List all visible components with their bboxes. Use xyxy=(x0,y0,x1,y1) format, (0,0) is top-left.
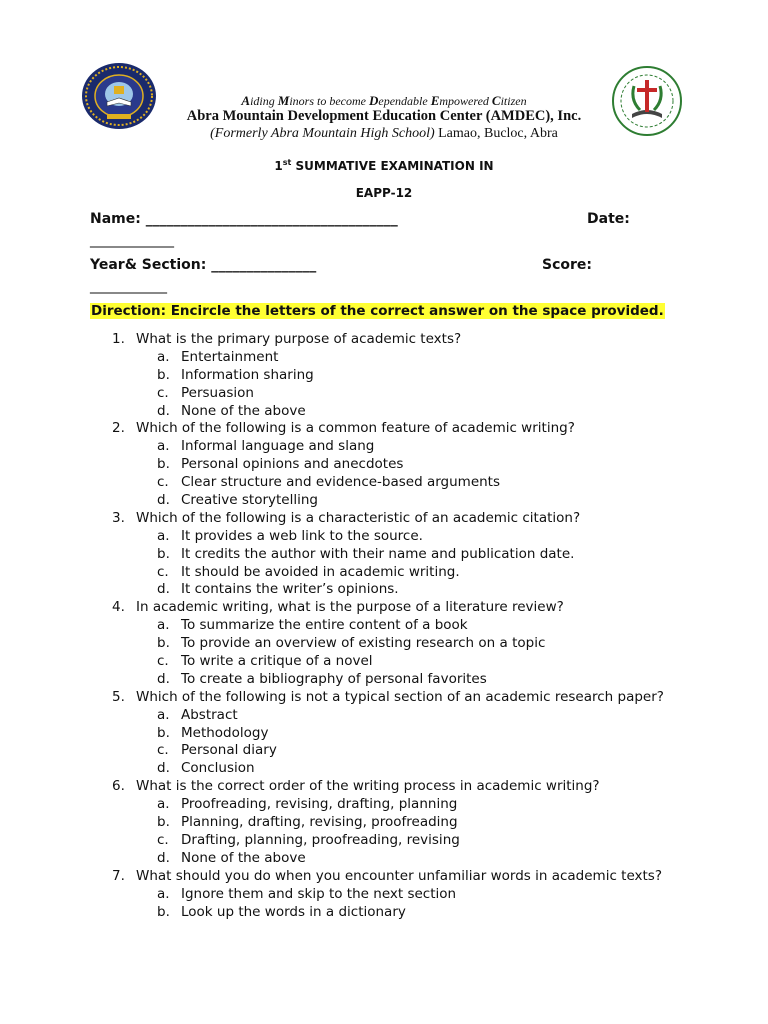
answer-option[interactable] xyxy=(0,707,768,725)
option-text: It credits the author with their name and publication date. xyxy=(181,545,575,562)
option-text: It provides a web link to the source. xyxy=(181,527,423,544)
option-text: To create a bibliography of personal favorites xyxy=(181,670,487,687)
option-letter[interactable]: d. xyxy=(157,670,170,687)
answer-option[interactable] xyxy=(0,832,768,850)
question-text: Which of the following is a common feature of academic writing? xyxy=(136,420,575,437)
option-letter[interactable]: c. xyxy=(157,653,169,670)
question-item xyxy=(0,420,768,438)
year-section-field[interactable]: Year& Section: _______________ xyxy=(90,257,317,273)
option-letter[interactable]: b. xyxy=(157,635,170,652)
option-letter[interactable]: d. xyxy=(157,849,170,866)
option-text: Drafting, planning, proofreading, revising xyxy=(181,831,460,848)
option-text: Creative storytelling xyxy=(181,492,318,509)
church-seal-right-icon xyxy=(612,66,682,136)
answer-option[interactable] xyxy=(0,725,768,743)
question-number: 2. xyxy=(112,420,125,437)
motto-word: ependable xyxy=(378,94,431,108)
question-item xyxy=(0,599,768,617)
option-letter[interactable]: c. xyxy=(157,474,169,491)
option-letter[interactable]: a. xyxy=(157,796,170,813)
option-letter[interactable]: b. xyxy=(157,545,170,562)
question-number: 1. xyxy=(112,331,125,347)
option-letter[interactable]: b. xyxy=(157,724,170,741)
option-letter[interactable]: d. xyxy=(157,581,170,598)
answer-option[interactable] xyxy=(0,564,768,582)
former-name: (Formerly Abra Mountain High School) xyxy=(210,126,435,141)
motto-initial: D xyxy=(368,93,379,108)
answer-option[interactable] xyxy=(0,742,768,760)
school-address: Lamao, Bucloc, Abra xyxy=(434,126,558,141)
exam-title-ordinal: 1 xyxy=(274,159,283,173)
answer-option[interactable] xyxy=(0,796,768,814)
motto-initial: M xyxy=(277,93,290,108)
option-text: Planning, drafting, revising, proofreading xyxy=(181,814,458,831)
option-text: None of the above xyxy=(181,402,306,419)
answer-option[interactable] xyxy=(0,438,768,456)
answer-option[interactable] xyxy=(0,581,768,599)
motto-word: inors to become xyxy=(289,94,369,108)
option-letter[interactable]: a. xyxy=(157,348,170,365)
question-text: Which of the following is not a typical section of an academic research paper? xyxy=(136,688,664,705)
motto-initial: A xyxy=(241,93,251,108)
option-letter[interactable]: c. xyxy=(157,563,169,580)
option-text: Look up the words in a dictionary xyxy=(181,903,406,920)
answer-option[interactable] xyxy=(0,492,768,510)
answer-option[interactable] xyxy=(0,367,768,385)
answer-option[interactable] xyxy=(0,403,768,421)
question-number: 6. xyxy=(112,778,125,795)
answer-option[interactable] xyxy=(0,814,768,832)
answer-option[interactable] xyxy=(0,760,768,778)
question-number: 5. xyxy=(112,688,125,705)
question-item xyxy=(0,510,768,528)
answer-option[interactable] xyxy=(0,886,768,904)
exam-title-suffix: st xyxy=(282,158,292,167)
option-letter[interactable]: b. xyxy=(157,814,170,831)
option-text: Information sharing xyxy=(181,366,314,383)
exam-title-text: SUMMATIVE EXAMINATION IN xyxy=(291,159,494,173)
option-text: Entertainment xyxy=(181,348,279,365)
option-letter[interactable]: a. xyxy=(157,527,170,544)
option-letter[interactable]: d. xyxy=(157,492,170,509)
option-letter[interactable]: c. xyxy=(157,384,169,401)
option-letter[interactable]: c. xyxy=(157,831,169,848)
question-list xyxy=(0,331,768,921)
answer-option[interactable] xyxy=(0,385,768,403)
option-letter[interactable]: a. xyxy=(157,885,170,902)
option-text: Conclusion xyxy=(181,760,255,777)
option-letter[interactable]: a. xyxy=(157,438,170,455)
option-text: It contains the writer’s opinions. xyxy=(181,581,399,598)
question-number: 4. xyxy=(112,599,125,616)
option-letter[interactable]: d. xyxy=(157,402,170,419)
answer-option[interactable] xyxy=(0,474,768,492)
option-text: To summarize the entire content of a book xyxy=(181,617,468,634)
answer-option[interactable] xyxy=(0,904,768,922)
question-number: 3. xyxy=(112,509,125,526)
option-text: Methodology xyxy=(181,724,269,741)
question-item xyxy=(0,689,768,707)
option-text: It should be avoided in academic writing. xyxy=(181,563,460,580)
option-letter[interactable]: a. xyxy=(157,617,170,634)
answer-option[interactable] xyxy=(0,349,768,367)
question-item xyxy=(0,868,768,886)
option-text: Informal language and slang xyxy=(181,438,375,455)
option-text: Personal opinions and anecdotes xyxy=(181,456,404,473)
option-letter[interactable]: b. xyxy=(157,366,170,383)
school-name: Abra Mountain Development Education Center (AMDEC), Inc. xyxy=(186,108,582,124)
exam-subject: EAPP-12 xyxy=(355,186,413,200)
question-item xyxy=(0,778,768,796)
option-text: Abstract xyxy=(181,706,238,723)
date-field-line[interactable]: ____________ xyxy=(90,232,174,248)
option-text: Personal diary xyxy=(181,742,277,759)
motto-initial: C xyxy=(491,93,501,108)
document-header xyxy=(0,0,768,150)
question-text: Which of the following is a characteristic of an academic citation? xyxy=(136,509,581,526)
option-text: To write a critique of a novel xyxy=(181,653,373,670)
answer-option[interactable] xyxy=(0,653,768,671)
option-letter[interactable]: b. xyxy=(157,903,170,920)
question-item xyxy=(0,331,768,349)
score-label: Score: xyxy=(542,257,592,273)
motto-word: mpowered xyxy=(439,94,492,108)
option-letter[interactable]: b. xyxy=(157,456,170,473)
option-text: To provide an overview of existing research on a topic xyxy=(181,635,546,652)
exam-title xyxy=(0,158,768,173)
question-number: 7. xyxy=(112,867,125,884)
answer-option[interactable] xyxy=(0,456,768,474)
option-text: Persuasion xyxy=(181,384,254,401)
option-text: Proofreading, revising, drafting, planning xyxy=(181,796,458,813)
motto-initial: E xyxy=(430,93,440,108)
name-field[interactable]: Name: ____________________________________ xyxy=(90,211,398,227)
answer-option[interactable] xyxy=(0,617,768,635)
option-letter[interactable]: c. xyxy=(157,742,169,759)
score-field-line[interactable]: ___________ xyxy=(90,278,167,294)
answer-option[interactable] xyxy=(0,671,768,689)
answer-option[interactable] xyxy=(0,850,768,868)
date-label: Date: xyxy=(587,211,630,227)
question-text: What is the primary purpose of academic texts? xyxy=(136,331,462,347)
question-text: In academic writing, what is the purpose of a literature review? xyxy=(136,599,564,616)
answer-option[interactable] xyxy=(0,546,768,564)
answer-option[interactable] xyxy=(0,635,768,653)
answer-option[interactable] xyxy=(0,528,768,546)
option-text: None of the above xyxy=(181,849,306,866)
option-text: Clear structure and evidence-based arguments xyxy=(181,474,501,491)
question-text: What is the correct order of the writing process in academic writing? xyxy=(136,778,600,795)
option-letter[interactable]: a. xyxy=(157,706,170,723)
motto-word: itizen xyxy=(500,94,527,108)
question-text: What should you do when you encounter unfamiliar words in academic texts? xyxy=(136,867,662,884)
direction-instruction: Direction: Encircle the letters of the correct answer on the space provided. xyxy=(91,303,664,319)
option-letter[interactable]: d. xyxy=(157,760,170,777)
motto-word: iding xyxy=(250,94,278,108)
option-text: Ignore them and skip to the next section xyxy=(181,885,457,902)
